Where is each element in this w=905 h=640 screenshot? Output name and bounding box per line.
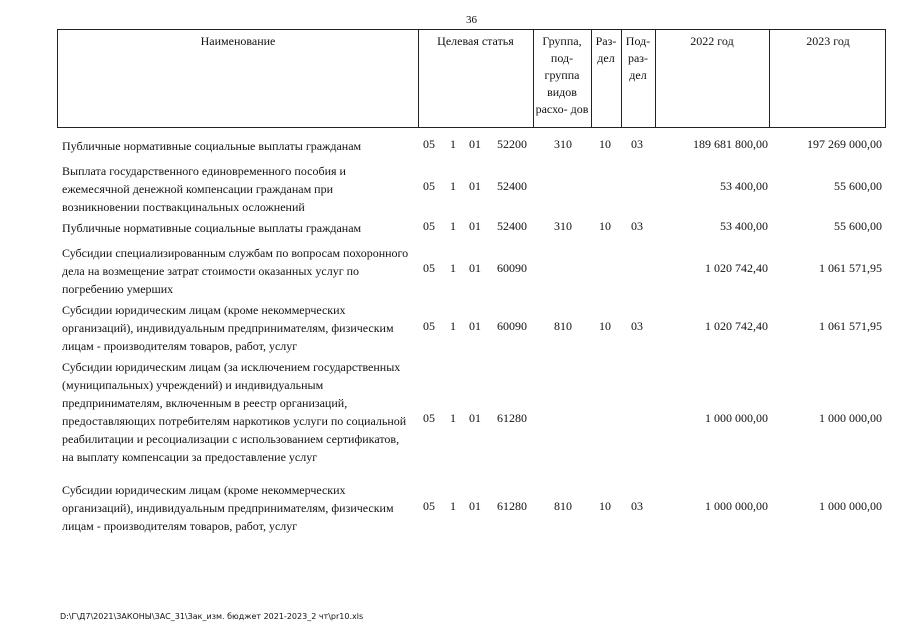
row-code-program: 05	[423, 179, 435, 193]
header-section: Раз- дел	[595, 34, 617, 65]
row-name: Субсидии юридическим лицам (кроме некоммерческих организаций), индивидуальным предпринимателям, физическим лицам - производителям товаров, работ, услуг	[62, 483, 394, 533]
row-code-subprogram: 1	[450, 261, 456, 275]
row-name: Субсидии юридическим лицам (за исключением государственных (муниципальных) учреждений) и индивидуальным предпринимателям, включенным в реестр организаций, предоставляющих потребителям наркотиков услуги по социальной реабилитации и ресоциализации с использованием сертификатов, на выплату компенсации за предоставление услуг	[62, 360, 407, 464]
row-code-event: 01	[469, 179, 481, 193]
row-code-event: 01	[469, 261, 481, 275]
row-code-direction: 61280	[497, 411, 527, 425]
row-subsection: 03	[631, 219, 643, 233]
page-number: 36	[466, 14, 477, 26]
table-header	[57, 29, 886, 128]
row-code-event: 01	[469, 137, 481, 151]
row-code-subprogram: 1	[450, 219, 456, 233]
row-code-event: 01	[469, 319, 481, 333]
row-code-direction: 52200	[497, 137, 527, 151]
row-code-subprogram: 1	[450, 411, 456, 425]
header-divider	[621, 30, 622, 127]
row-name: Выплата государственного единовременного пособия и ежемесячной денежной компенсации гражданам при возникновении поствакцинальных осложнений	[62, 164, 346, 214]
row-code-program: 05	[423, 219, 435, 233]
row-name: Субсидии юридическим лицам (кроме некоммерческих организаций), индивидуальным предпринимателям, физическим лицам - производителям товаров, работ, услуг	[62, 303, 394, 353]
row-subsection: 03	[631, 319, 643, 333]
row-amount-2022: 53 400,00	[720, 219, 768, 233]
header-divider	[591, 30, 592, 127]
row-section: 10	[599, 219, 611, 233]
row-code-event: 01	[469, 499, 481, 513]
row-amount-2023: 197 269 000,00	[807, 137, 882, 151]
row-code-direction: 52400	[497, 179, 527, 193]
row-code-program: 05	[423, 411, 435, 425]
row-amount-2022: 189 681 800,00	[693, 137, 768, 151]
row-amount-2022: 53 400,00	[720, 179, 768, 193]
row-amount-2023: 1 061 571,95	[819, 319, 882, 333]
row-section: 10	[599, 319, 611, 333]
header-divider	[533, 30, 534, 127]
row-amount-2023: 1 000 000,00	[819, 499, 882, 513]
row-expense-group: 310	[554, 219, 572, 233]
row-amount-2023: 55 600,00	[834, 219, 882, 233]
row-code-direction: 60090	[497, 261, 527, 275]
header-expense-group: Группа, под- группа видов расхо- дов	[535, 34, 589, 116]
row-name: Публичные нормативные социальные выплаты гражданам	[62, 221, 362, 235]
row-code-program: 05	[423, 319, 435, 333]
row-amount-2023: 1 061 571,95	[819, 261, 882, 275]
row-code-direction: 60090	[497, 319, 527, 333]
row-amount-2022: 1 000 000,00	[705, 499, 768, 513]
file-path-footer: D:\Г\Д7\2021\ЗАКОНЫ\ЗАС_31\Зак_изм. бюджет 2021-2023_2 чт\pr10.xls	[60, 612, 364, 621]
row-amount-2023: 55 600,00	[834, 179, 882, 193]
row-name: Публичные нормативные социальные выплаты гражданам	[62, 139, 362, 153]
row-amount-2022: 1 020 742,40	[705, 261, 768, 275]
row-subsection: 03	[631, 499, 643, 513]
header-subsection: Под- раз- дел	[625, 34, 651, 82]
row-section: 10	[599, 499, 611, 513]
header-2023: 2023 год	[806, 34, 850, 48]
row-amount-2022: 1 020 742,40	[705, 319, 768, 333]
row-expense-group: 810	[554, 319, 572, 333]
row-code-direction: 52400	[497, 219, 527, 233]
row-code-event: 01	[469, 411, 481, 425]
row-amount-2023: 1 000 000,00	[819, 411, 882, 425]
row-section: 10	[599, 137, 611, 151]
header-name: Наименование	[200, 34, 276, 48]
row-subsection: 03	[631, 137, 643, 151]
row-code-program: 05	[423, 499, 435, 513]
row-code-event: 01	[469, 219, 481, 233]
row-code-subprogram: 1	[450, 319, 456, 333]
row-code-direction: 61280	[497, 499, 527, 513]
header-2022: 2022 год	[690, 34, 734, 48]
row-expense-group: 310	[554, 137, 572, 151]
row-code-program: 05	[423, 261, 435, 275]
row-code-program: 05	[423, 137, 435, 151]
row-expense-group: 810	[554, 499, 572, 513]
header-target-article: Целевая статья	[437, 34, 514, 48]
row-name: Субсидии специализированным службам по вопросам похоронного дела на возмещение затрат стоимости оказанных услуг по погребению умерших	[62, 246, 409, 296]
row-code-subprogram: 1	[450, 137, 456, 151]
row-amount-2022: 1 000 000,00	[705, 411, 768, 425]
row-code-subprogram: 1	[450, 499, 456, 513]
row-code-subprogram: 1	[450, 179, 456, 193]
